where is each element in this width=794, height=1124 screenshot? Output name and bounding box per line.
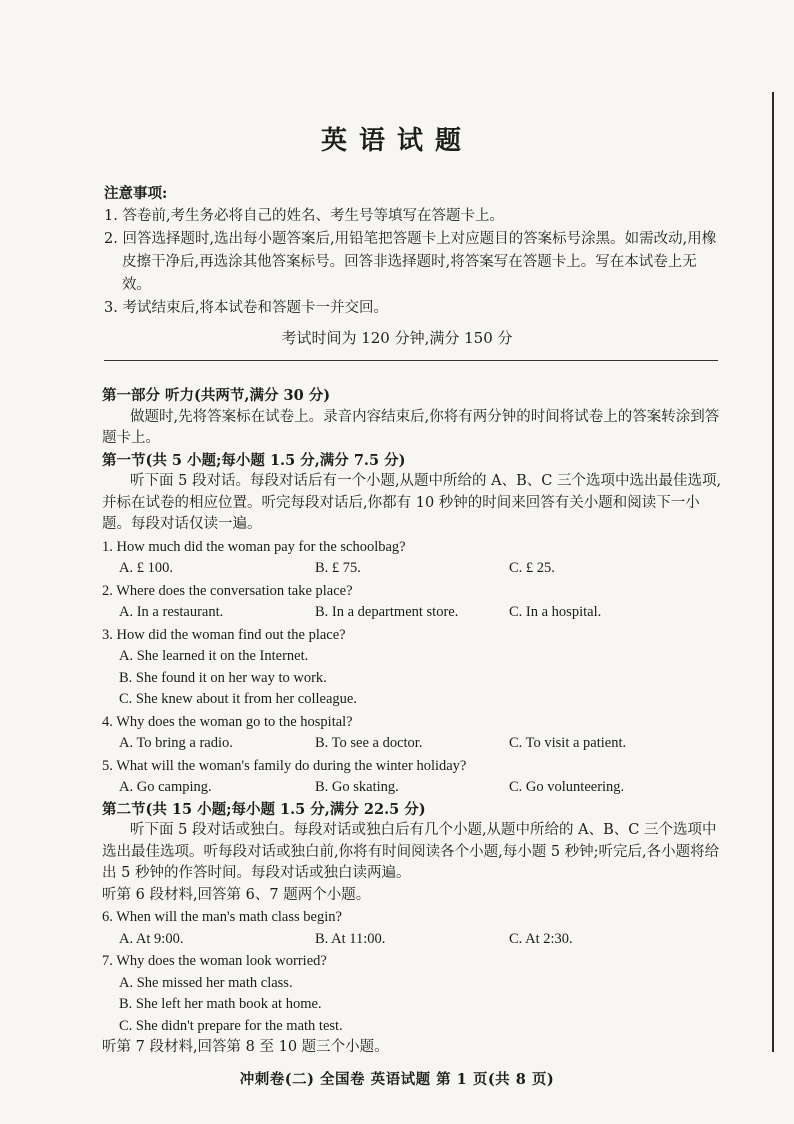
- question-stem: 4. Why does the woman go to the hospital?: [102, 713, 353, 730]
- option-a: A. To bring a radio.: [119, 735, 233, 751]
- exam-time-line: 考试时间为 120 分钟,满分 150 分: [281, 329, 513, 347]
- section1-heading: 第一节(共 5 小题;每小题 1.5 分,满分 7.5 分): [102, 451, 406, 469]
- question-5: [102, 756, 724, 799]
- listening-part: [102, 385, 724, 1059]
- option-b: B. Go skating.: [315, 779, 399, 795]
- option-c: C. She didn't prepare for the math test.: [119, 1017, 343, 1034]
- option-a: A. At 9:00.: [119, 930, 184, 947]
- notes-block: [104, 182, 724, 320]
- option-a: A. She learned it on the Internet.: [119, 648, 309, 664]
- material-6-instruction: 听第 6 段材料,回答第 6、7 题两个小题。: [102, 886, 371, 903]
- part1-intro: 做题时,先将答案标在试卷上。录音内容结束后,你将有两分钟的时间将试卷上的答案转涂到答题卡上。: [102, 408, 720, 446]
- options-row: [102, 777, 724, 799]
- question-stem: 5. What will the woman's family do during the winter holiday?: [102, 757, 467, 774]
- option-b: B. At 11:00.: [315, 930, 386, 947]
- question-6: [102, 907, 724, 950]
- option-a: A. £ 100.: [119, 560, 173, 576]
- section2-intro: 听下面 5 段对话或独白。每段对话或独白后有几个小题,从题中所给的 A、B、C 三个选项中选出最佳选项。听每段对话或独白前,你将有时间阅读各个小题,每小题 5 秒钟;听完后,各小题将给出 5 秒钟的作答时间。每段对话或独白读两遍。: [102, 822, 720, 881]
- page-footer: 冲刺卷(二) 全国卷 英语试题 第 1 页(共 8 页): [239, 1071, 555, 1088]
- notes-item-1: 1. 答卷前,考生务必将自己的姓名、考生号等填写在答题卡上。: [104, 208, 505, 224]
- options-row: [102, 558, 724, 580]
- notes-heading: 注意事项:: [104, 185, 168, 202]
- question-stem: 7. Why does the woman look worried?: [102, 953, 327, 969]
- question-3: [102, 625, 724, 711]
- question-stem: 3. How did the woman find out the place?: [102, 626, 346, 643]
- part1-heading: 第一部分 听力(共两节,满分 30 分): [102, 387, 331, 404]
- question-1: [102, 537, 724, 580]
- option-c: C. At 2:30.: [509, 930, 573, 947]
- section1-intro: 听下面 5 段对话。每段对话后有一个小题,从题中所给的 A、B、C 三个选项中选出最佳选项,并标在试卷的相应位置。听完每段对话后,你都有 10 秒钟的时间来回答有关小题和阅读下一小题。每段对话仅读一遍。: [102, 473, 722, 532]
- option-c: C. She knew about it from her colleague.: [119, 691, 357, 707]
- option-b: B. She found it on her way to work.: [119, 669, 327, 686]
- option-a: A. In a restaurant.: [119, 604, 224, 620]
- question-stem: 1. How much did the woman pay for the schoolbag?: [102, 538, 406, 555]
- options-row: [102, 929, 724, 951]
- right-margin-rule: [772, 92, 774, 1052]
- options-row: [102, 602, 724, 624]
- options-row: [102, 733, 724, 755]
- notes-item-3: 3. 考试结束后,将本试卷和答题卡一并交回。: [104, 300, 389, 316]
- option-c: C. Go volunteering.: [509, 779, 625, 795]
- option-a: A. She missed her math class.: [119, 974, 293, 991]
- question-7: [102, 951, 724, 1037]
- question-2: [102, 581, 724, 624]
- option-c: C. To visit a patient.: [509, 735, 627, 751]
- question-4: [102, 712, 724, 755]
- option-a: A. Go camping.: [119, 779, 212, 795]
- material-7-instruction: 听第 7 段材料,回答第 8 至 10 题三个小题。: [102, 1039, 389, 1055]
- section2-heading: 第二节(共 15 小题;每小题 1.5 分,满分 22.5 分): [102, 800, 426, 818]
- question-stem: 2. Where does the conversation take place?: [102, 582, 353, 599]
- notes-item-2: 2. 回答选择题时,选出每小题答案后,用铅笔把答题卡上对应题目的答案标号涂黑。如需改动,用橡皮擦干净后,再选涂其他答案标号。回答非选择题时,将答案写在答题卡上。写在本试卷上无效。: [104, 231, 717, 293]
- option-b: B. To see a doctor.: [315, 735, 423, 751]
- page-title: 英语试题: [320, 126, 473, 156]
- divider-line: [104, 360, 718, 361]
- question-stem: 6. When will the man's math class begin?: [102, 909, 342, 925]
- option-b: B. She left her math book at home.: [119, 996, 322, 1012]
- option-b: B. In a department store.: [315, 604, 459, 620]
- option-c: C. £ 25.: [509, 560, 555, 576]
- option-c: C. In a hospital.: [509, 604, 602, 620]
- option-b: B. £ 75.: [315, 560, 361, 576]
